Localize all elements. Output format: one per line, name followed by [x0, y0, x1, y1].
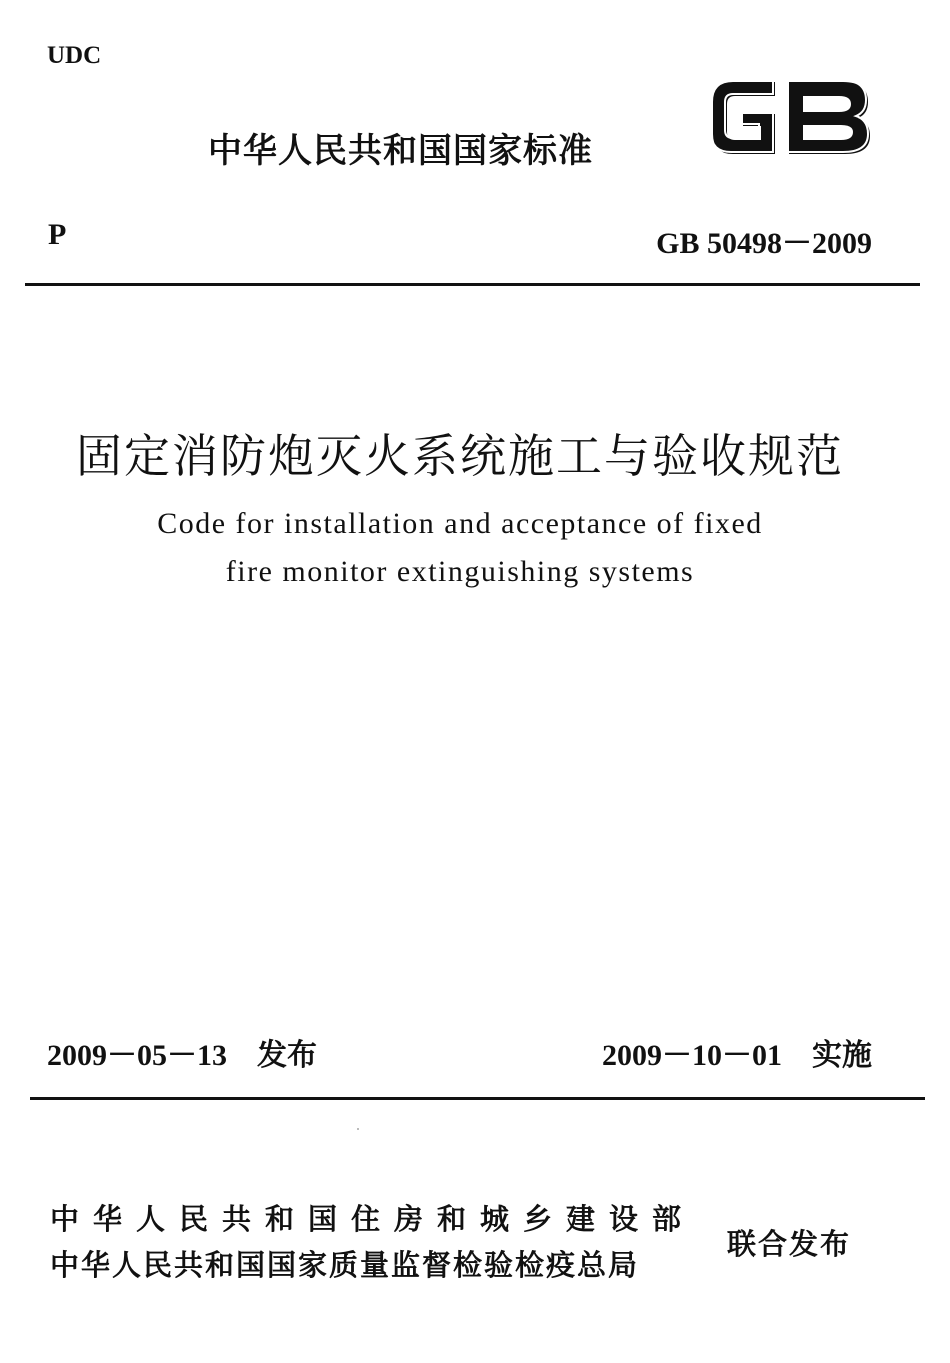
- category-label: P: [48, 218, 67, 251]
- title-english-line2: fire monitor extinguishing systems: [225, 555, 695, 588]
- title-english-line1: Code for installation and acceptance of fixed: [157, 507, 763, 540]
- top-divider: [25, 283, 920, 286]
- national-standard-heading: 中华人民共和国国家标准: [208, 131, 593, 171]
- implementation-date: 2009－10－01 实施: [602, 1039, 872, 1072]
- title-chinese: 固定消防炮灭火系统施工与验收规范: [76, 431, 844, 482]
- issuer-ministry-housing: 中华人民共和国住房和城乡建设部: [50, 1202, 696, 1236]
- udc-label: UDC: [47, 42, 102, 69]
- issue-date: 2009－05－13 发布: [47, 1039, 317, 1072]
- standard-number: GB 50498－2009: [656, 227, 872, 260]
- issuer-aqsiq: 中华人民共和国国家质量监督检验检疫总局: [50, 1248, 640, 1282]
- joint-issue-label: 联合发布: [727, 1227, 852, 1261]
- scan-speck: [357, 1128, 359, 1130]
- gb-logo: [703, 70, 878, 165]
- bottom-divider: [30, 1097, 925, 1100]
